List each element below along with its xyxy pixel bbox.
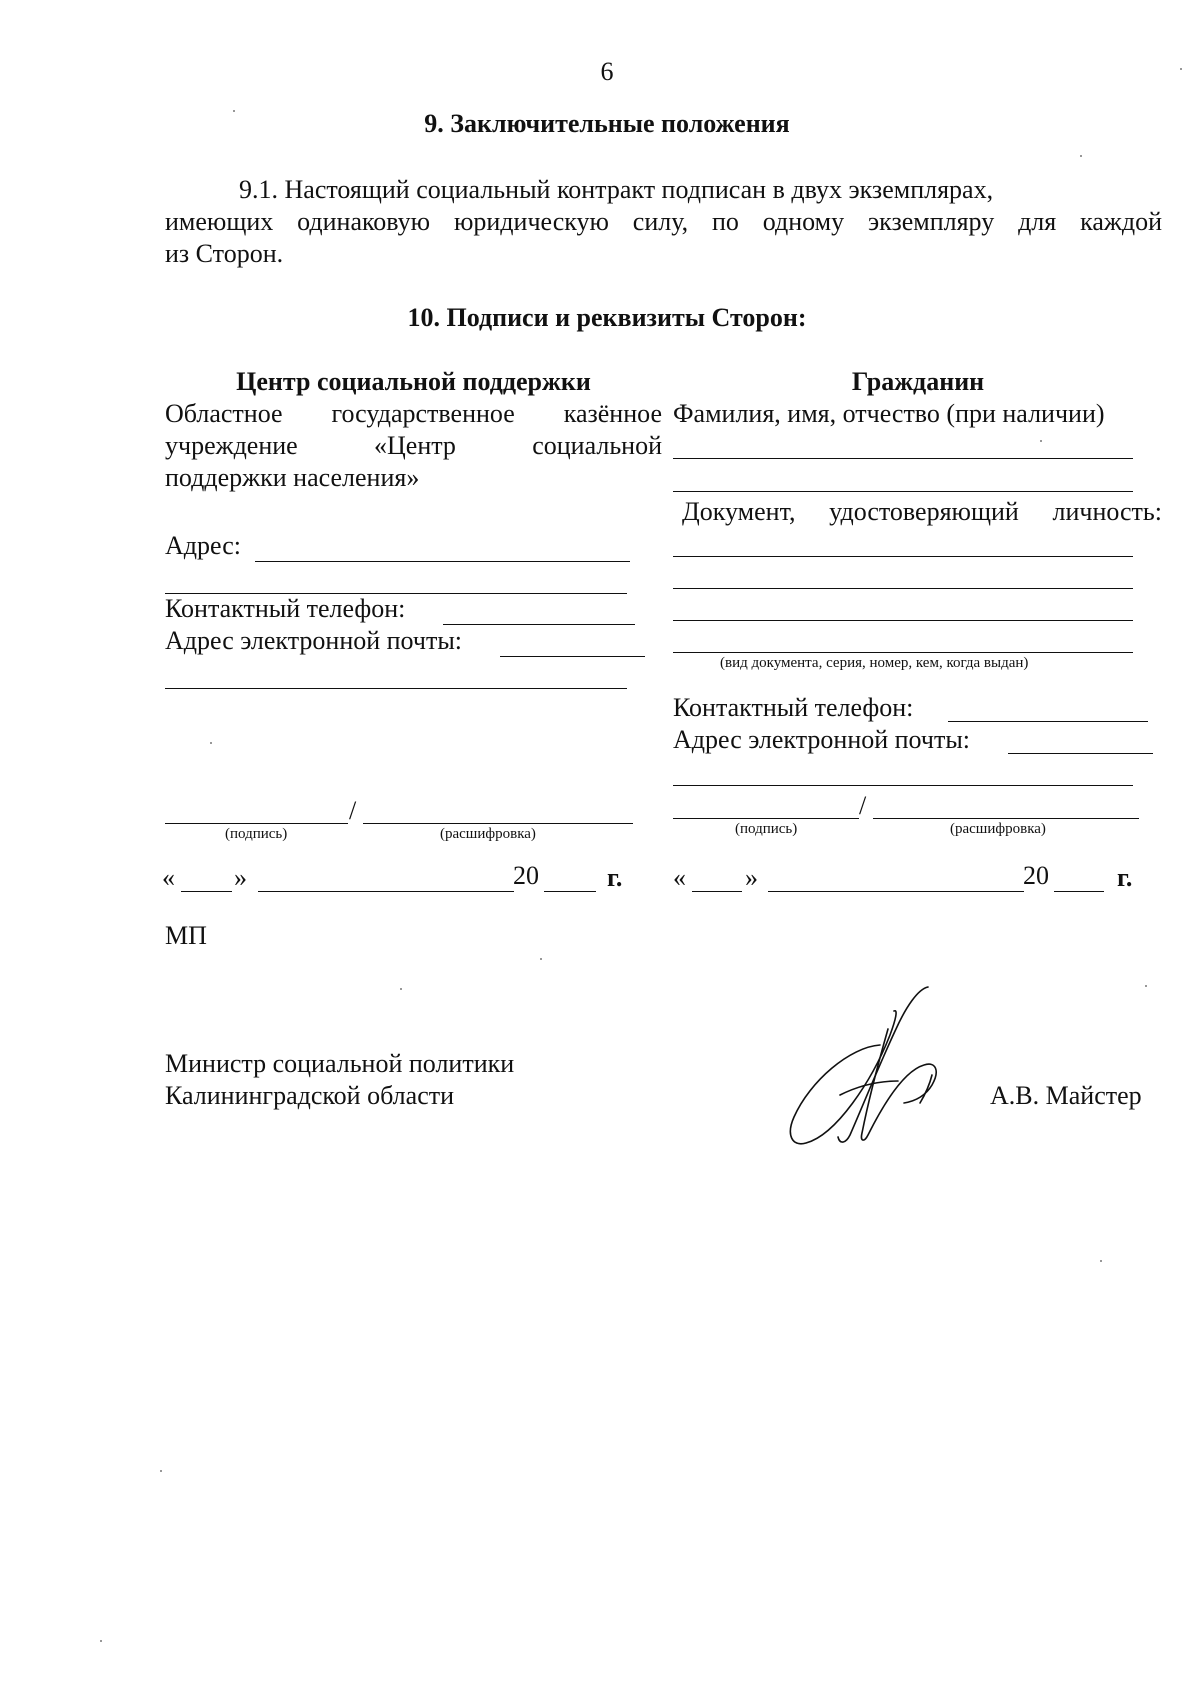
section-10-heading: 10. Подписи и реквизиты Сторон:	[407, 303, 807, 332]
left-email-line-2[interactable]	[165, 688, 627, 689]
scan-speck	[1100, 1260, 1102, 1262]
minister-position-line-1: Министр социальной политики	[165, 1049, 515, 1078]
left-email-line-1[interactable]	[500, 656, 645, 657]
left-column-heading: Центр социальной поддержки	[236, 367, 591, 396]
right-name-line-1[interactable]	[673, 458, 1133, 459]
left-org-line-3: поддержки населения»	[165, 463, 420, 492]
scan-speck	[1145, 985, 1147, 987]
right-date-open-quote: «	[673, 863, 686, 892]
left-org-line-1	[165, 398, 662, 430]
left-decode-caption: (расшифровка)	[440, 826, 536, 842]
org-line-1-text: Областное государственное казённое	[165, 399, 662, 428]
right-doc-label	[682, 496, 1162, 528]
left-date-year-line[interactable]	[544, 891, 596, 892]
scan-speck	[1180, 68, 1182, 70]
section-9-heading: 9. Заключительные положения	[424, 109, 790, 138]
scan-speck	[160, 1470, 162, 1472]
right-email-label: Адрес электронной почты:	[673, 725, 971, 754]
left-signature-line[interactable]	[165, 823, 348, 824]
right-date-day-line[interactable]	[692, 891, 742, 892]
stamp-mark: МП	[165, 921, 207, 950]
right-doc-line-4[interactable]	[673, 652, 1133, 653]
scan-speck	[100, 1640, 102, 1642]
section-9-para-line-3: из Сторон.	[165, 239, 284, 268]
scan-speck	[233, 110, 235, 112]
minister-position-line-2: Калининградской области	[165, 1081, 455, 1110]
section-9-para-line-1	[239, 174, 1162, 206]
left-date-month-line[interactable]	[258, 891, 514, 892]
right-date-year-prefix: 20	[1023, 861, 1049, 890]
right-doc-caption: (вид документа, серия, номер, кем, когда выдан)	[720, 655, 1029, 671]
right-email-line-1[interactable]	[1008, 753, 1153, 754]
left-phone-line[interactable]	[443, 624, 635, 625]
left-date-day-line[interactable]	[181, 891, 232, 892]
org-line-2-c: социальной	[532, 431, 662, 460]
right-decode-caption: (расшифровка)	[950, 821, 1046, 837]
right-decode-line[interactable]	[873, 818, 1139, 819]
signer-name: А.В. Майстер	[990, 1081, 1142, 1110]
left-date-open-quote: «	[162, 863, 175, 892]
para-line-2-text: имеющих одинаковую юридическую силу, по одному экземпляру для каждой	[165, 207, 1162, 236]
left-org-line-2	[165, 430, 662, 462]
right-name-label: Фамилия, имя, отчество (при наличии)	[673, 399, 1105, 428]
right-signature-line[interactable]	[673, 818, 859, 819]
scan-speck	[1040, 440, 1042, 442]
scan-speck	[400, 988, 402, 990]
right-signature-slash: /	[859, 791, 867, 820]
right-date-close-quote: »	[745, 863, 758, 892]
right-email-line-2[interactable]	[673, 785, 1133, 786]
right-name-line-2[interactable]	[673, 491, 1133, 492]
org-line-2-a: учреждение	[165, 431, 298, 460]
left-address-label: Адрес:	[165, 531, 241, 560]
org-line-2-b: «Центр	[374, 431, 456, 460]
scan-speck	[1080, 155, 1082, 157]
left-signature-slash: /	[349, 796, 357, 825]
right-doc-line-3[interactable]	[673, 620, 1133, 621]
right-phone-label: Контактный телефон:	[673, 693, 914, 722]
right-column-heading: Гражданин	[851, 367, 985, 396]
left-signature-caption: (подпись)	[225, 826, 288, 842]
section-9-para-line-2	[165, 206, 1162, 238]
left-date-close-quote: »	[234, 863, 247, 892]
left-date-year-prefix: 20	[513, 861, 539, 890]
right-date-year-line[interactable]	[1054, 891, 1104, 892]
left-date-suffix: г.	[607, 863, 623, 892]
left-phone-label: Контактный телефон:	[165, 594, 406, 623]
left-address-line-1[interactable]	[255, 561, 630, 562]
left-email-label: Адрес электронной почты:	[165, 626, 463, 655]
scan-speck	[540, 958, 542, 960]
right-doc-line-1[interactable]	[673, 556, 1133, 557]
right-doc-label-text: Документ, удостоверяющий личность:	[682, 497, 1162, 526]
scan-speck	[210, 742, 212, 744]
handwritten-signature-icon	[780, 985, 950, 1150]
left-decode-line[interactable]	[363, 823, 633, 824]
right-signature-caption: (подпись)	[735, 821, 798, 837]
para-line-1-text: 9.1. Настоящий социальный контракт подписан в двух экземплярах,	[239, 175, 994, 204]
right-doc-line-2[interactable]	[673, 588, 1133, 589]
right-date-suffix: г.	[1117, 863, 1133, 892]
right-date-month-line[interactable]	[768, 891, 1024, 892]
right-phone-line[interactable]	[948, 721, 1148, 722]
page-number: 6	[600, 57, 614, 86]
